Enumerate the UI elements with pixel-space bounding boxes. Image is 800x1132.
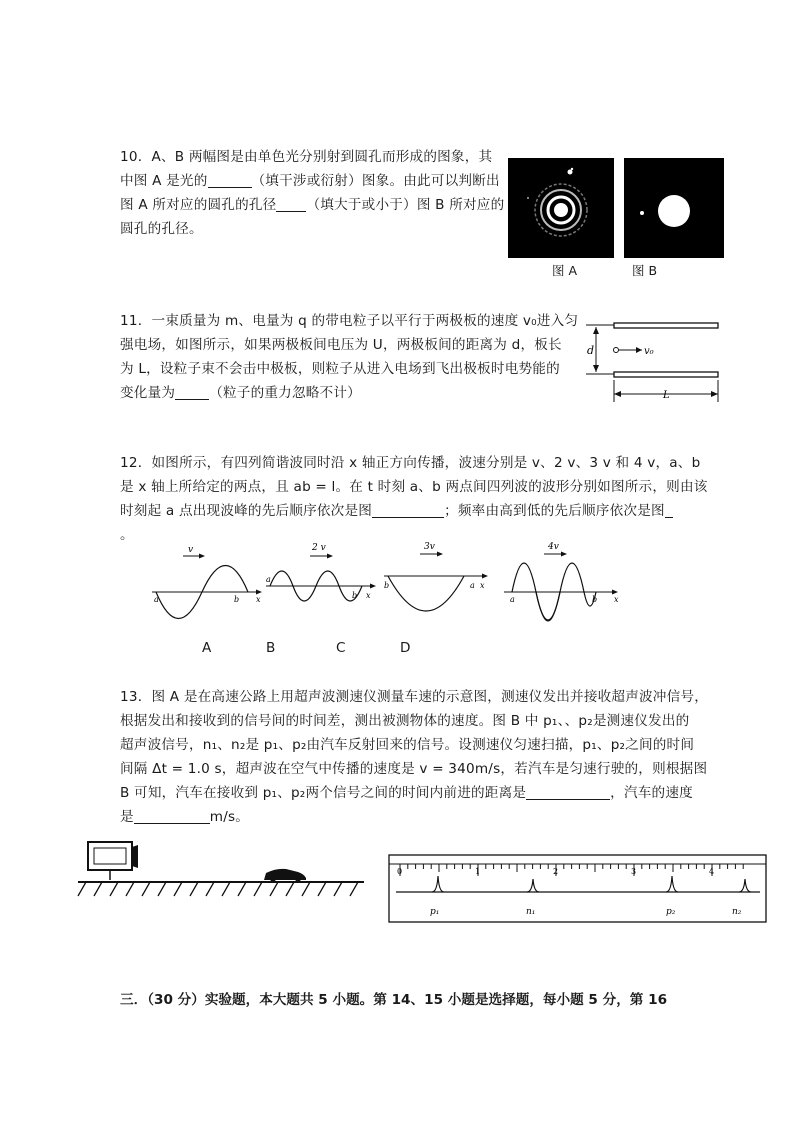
svg-text:b: b: [352, 591, 358, 600]
capacitor-figure: [580, 314, 730, 406]
q12-line-3: 时刻起 a 点出现波峰的先后顺序依次是图 ；频率由高到低的先后顺序依次是图: [120, 499, 708, 523]
answer-blank[interactable]: [175, 384, 209, 400]
q11-line-3: 为 L，设粒子束不会击中极板，则粒子从进入电场到飞出极板时电势能的: [120, 361, 560, 377]
answer-blank[interactable]: [372, 502, 444, 518]
pulse-scale-figure: [388, 854, 768, 924]
question-11: [120, 309, 578, 405]
svg-text:a: a: [266, 575, 271, 584]
question-12: [120, 451, 708, 547]
q10-line-2: 中图 A 是光的 （填干涉或衍射）图象。由此可以判断出: [120, 173, 500, 189]
question-13: [120, 685, 708, 829]
svg-text:b: b: [234, 595, 240, 604]
svg-text:2 v: 2 v: [312, 543, 326, 553]
svg-text:b: b: [592, 595, 598, 604]
answer-blank[interactable]: [134, 808, 210, 824]
q13-line-2: 根据发出和接收到的信号间的时间差，测出被测物体的速度。图 B 中 p₁、、p₂是测速仪发出的: [120, 713, 690, 729]
q11-line-4: 变化量为 （粒子的重力忽略不计）: [120, 385, 361, 401]
wave-figure-c: [378, 540, 496, 622]
svg-text:x: x: [366, 591, 371, 600]
answer-blank[interactable]: [208, 172, 252, 188]
q11-line-2: 强电场，如图所示，如果两极板间电压为 U，两极板间的距离为 d，板长: [120, 337, 562, 353]
question-10: [120, 145, 504, 241]
scale-number: 0: [397, 867, 403, 876]
answer-blank[interactable]: [276, 196, 306, 212]
diffraction-figure-b: [624, 158, 724, 258]
svg-text:v: v: [188, 545, 194, 555]
diffraction-figure-a: [508, 158, 614, 258]
q10-line-1: 10．A、B 两幅图是由单色光分别射到圆孔而形成的图象，其: [120, 149, 493, 165]
label-v0: v₀: [644, 346, 654, 357]
label-L: L: [663, 390, 670, 401]
pulse-label: n₂: [732, 907, 742, 917]
answer-blank[interactable]: [526, 784, 610, 800]
svg-text:a: a: [470, 581, 475, 590]
svg-text:x: x: [480, 581, 485, 590]
pulse-label: p₂: [666, 907, 676, 917]
q10-line-3: 图 A 所对应的圆孔的孔径 （填大于或小于）图 B 所对应的: [120, 197, 505, 213]
svg-text:3v: 3v: [424, 542, 435, 552]
q11-line-1: 11．一束质量为 m、电量为 q 的带电粒子以平行于两极板的速度 v₀进入匀: [120, 313, 579, 329]
svg-text:b: b: [384, 581, 390, 590]
scale-number: 3: [631, 867, 637, 876]
q12-line-4: 。: [120, 527, 134, 543]
q13-line-3: 超声波信号，n₁、n₂是 p₁、p₂由汽车反射回来的信号。设测速仪匀速扫描，p₁、p₂之间的时间: [120, 737, 695, 753]
svg-text:x: x: [256, 595, 261, 604]
scale-number: 2: [553, 867, 559, 876]
figure-b-caption: 图 B: [632, 263, 658, 278]
label-d: d: [587, 344, 595, 357]
speed-detector-figure: [72, 838, 372, 906]
section-3-heading: 三．（30 分）实验题，本大题共 5 小题。第 14、15 小题是选择题，每小题 5 分，第 16: [120, 992, 668, 1008]
svg-text:a: a: [510, 595, 515, 604]
figure-a-caption: 图 A: [552, 263, 578, 278]
svg-text:a: a: [154, 595, 159, 604]
q10-line-4: 圆孔的孔径。: [120, 221, 203, 237]
wave-caption-a: A: [202, 640, 212, 656]
q13-line-6: 是 m/s。: [120, 809, 250, 825]
scale-number: 1: [475, 867, 481, 876]
wave-figure-a: [148, 540, 266, 622]
svg-text:4v: 4v: [548, 542, 559, 552]
svg-text:x: x: [614, 595, 619, 604]
wave-caption-b: B: [266, 640, 276, 656]
scale-number: 4: [709, 867, 715, 876]
answer-blank[interactable]: [665, 502, 673, 518]
wave-figure-d: [500, 540, 622, 622]
q13-line-4: 间隔 Δt = 1.0 s，超声波在空气中传播的速度是 v = 340m/s，若汽车是匀速行驶的，则根据图: [120, 761, 708, 777]
pulse-label: n₁: [526, 907, 536, 917]
q13-line-5: B 可知，汽车在接收到 p₁、p₂两个信号之间的时间内前进的距离是 ，汽车的速度: [120, 785, 693, 801]
q12-line-1: 12．如图所示，有四列简谐波同时沿 x 轴正方向传播，波速分别是 v、2 v、3 v 和 4 v，a、b: [120, 455, 701, 471]
wave-caption-d: D: [400, 640, 411, 656]
wave-figure-b: [262, 540, 380, 622]
wave-caption-c: C: [336, 640, 346, 656]
pulse-label: p₁: [430, 907, 440, 917]
q12-line-2: 是 x 轴上所给定的两点，且 ab = l。在 t 时刻 a、b 两点间四列波的波形分别如图所示，则由该: [120, 479, 708, 495]
q13-line-1: 13．图 A 是在高速公路上用超声波测速仪测量车速的示意图，测速仪发出并接收超声波冲信号，: [120, 689, 708, 705]
